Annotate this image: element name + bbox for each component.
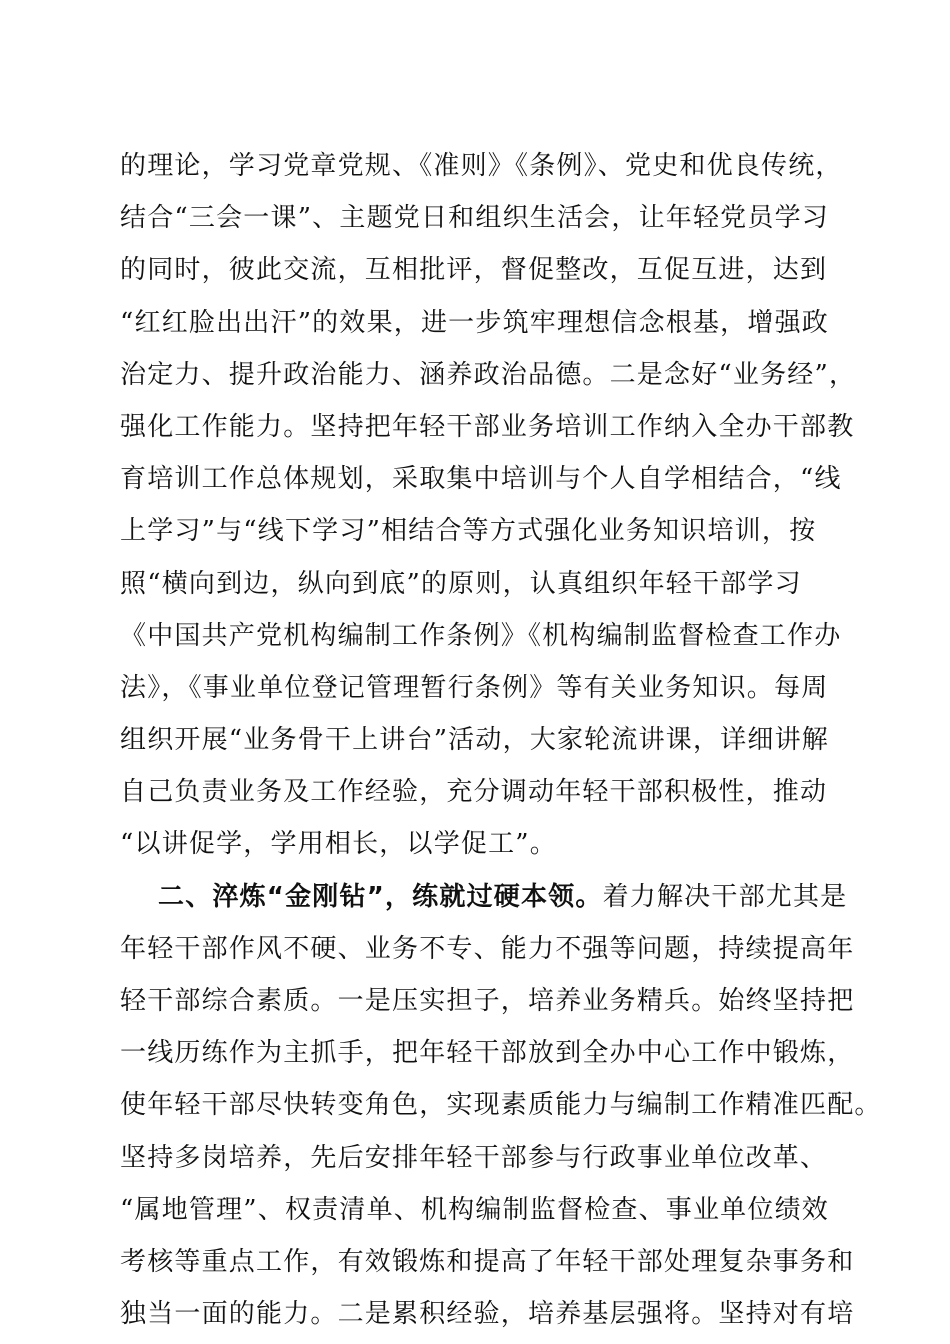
text-line: 上学习”与“线下学习”相结合等方式强化业务知识培训，按	[120, 516, 817, 547]
section-2-heading: 二、淬炼“金刚钻”，练就过硬本领。	[158, 881, 603, 912]
section-2-first-line	[120, 871, 848, 923]
text-line: 治定力、提升政治能力、涵养政治品德。二是念好“业务经”，	[120, 359, 857, 390]
text-line: 组织开展“业务骨干上讲台”活动，大家轮流讲课，详细讲解	[120, 725, 829, 756]
text-line: 考核等重点工作，有效锻炼和提高了年轻干部处理复杂事务和	[120, 1246, 855, 1277]
text-line: 结合“三会一课”、主题党日和组织生活会，让年轻党员学习	[120, 203, 829, 234]
text-line: “以讲促学，学用相长，以学促工”。	[120, 829, 557, 860]
text-line: 一线历练作为主抓手，把年轻干部放到全办中心工作中锻炼，	[120, 1038, 855, 1069]
text-line: 照“横向到边，纵向到底”的原则，认真组织年轻干部学习	[120, 568, 802, 599]
text-line: 坚持多岗培养，先后安排年轻干部参与行政事业单位改革、	[120, 1142, 828, 1173]
text-line: 自己负责业务及工作经验，充分调动年轻干部积极性，推动	[120, 777, 828, 808]
text-line: 法》，《事业单位登记管理暂行条例》等有关业务知识。每周	[120, 672, 829, 703]
text-line: 强化工作能力。坚持把年轻干部业务培训工作纳入全办干部教	[120, 411, 855, 442]
text-line: 轻干部综合素质。一是压实担子，培养业务精兵。始终坚持把	[120, 986, 855, 1016]
text-line: 育培训工作总体规划，采取集中培训与个人自学相结合，“线	[120, 464, 842, 495]
section-2-first-line-rest: 着力解决干部尤其是	[602, 881, 848, 912]
text-line: “属地管理”、权责清单、机构编制监督检查、事业单位绩效	[120, 1194, 829, 1225]
body-text	[120, 140, 882, 1340]
text-line: 《中国共产党机构编制工作条例》《机构编制监督检查工作办	[120, 620, 842, 651]
text-line: 的理论，学习党章党规、《准则》《条例》、党史和优良传统，	[120, 151, 843, 181]
text-line: 独当一面的能力。二是累积经验，培养基层强将。坚持对有培	[120, 1299, 855, 1330]
text-line: 的同时，彼此交流，互相批评，督促整改，互促互进，达到	[120, 255, 828, 286]
text-line: “红红脸出出汗”的效果，进一步筑牢理想信念根基，增强政	[120, 307, 829, 338]
text-line: 年轻干部作风不硬、业务不专、能力不强等问题，持续提高年	[120, 933, 855, 964]
text-line: 使年轻干部尽快转变角色，实现素质能力与编制工作精准匹配。	[120, 1090, 882, 1121]
